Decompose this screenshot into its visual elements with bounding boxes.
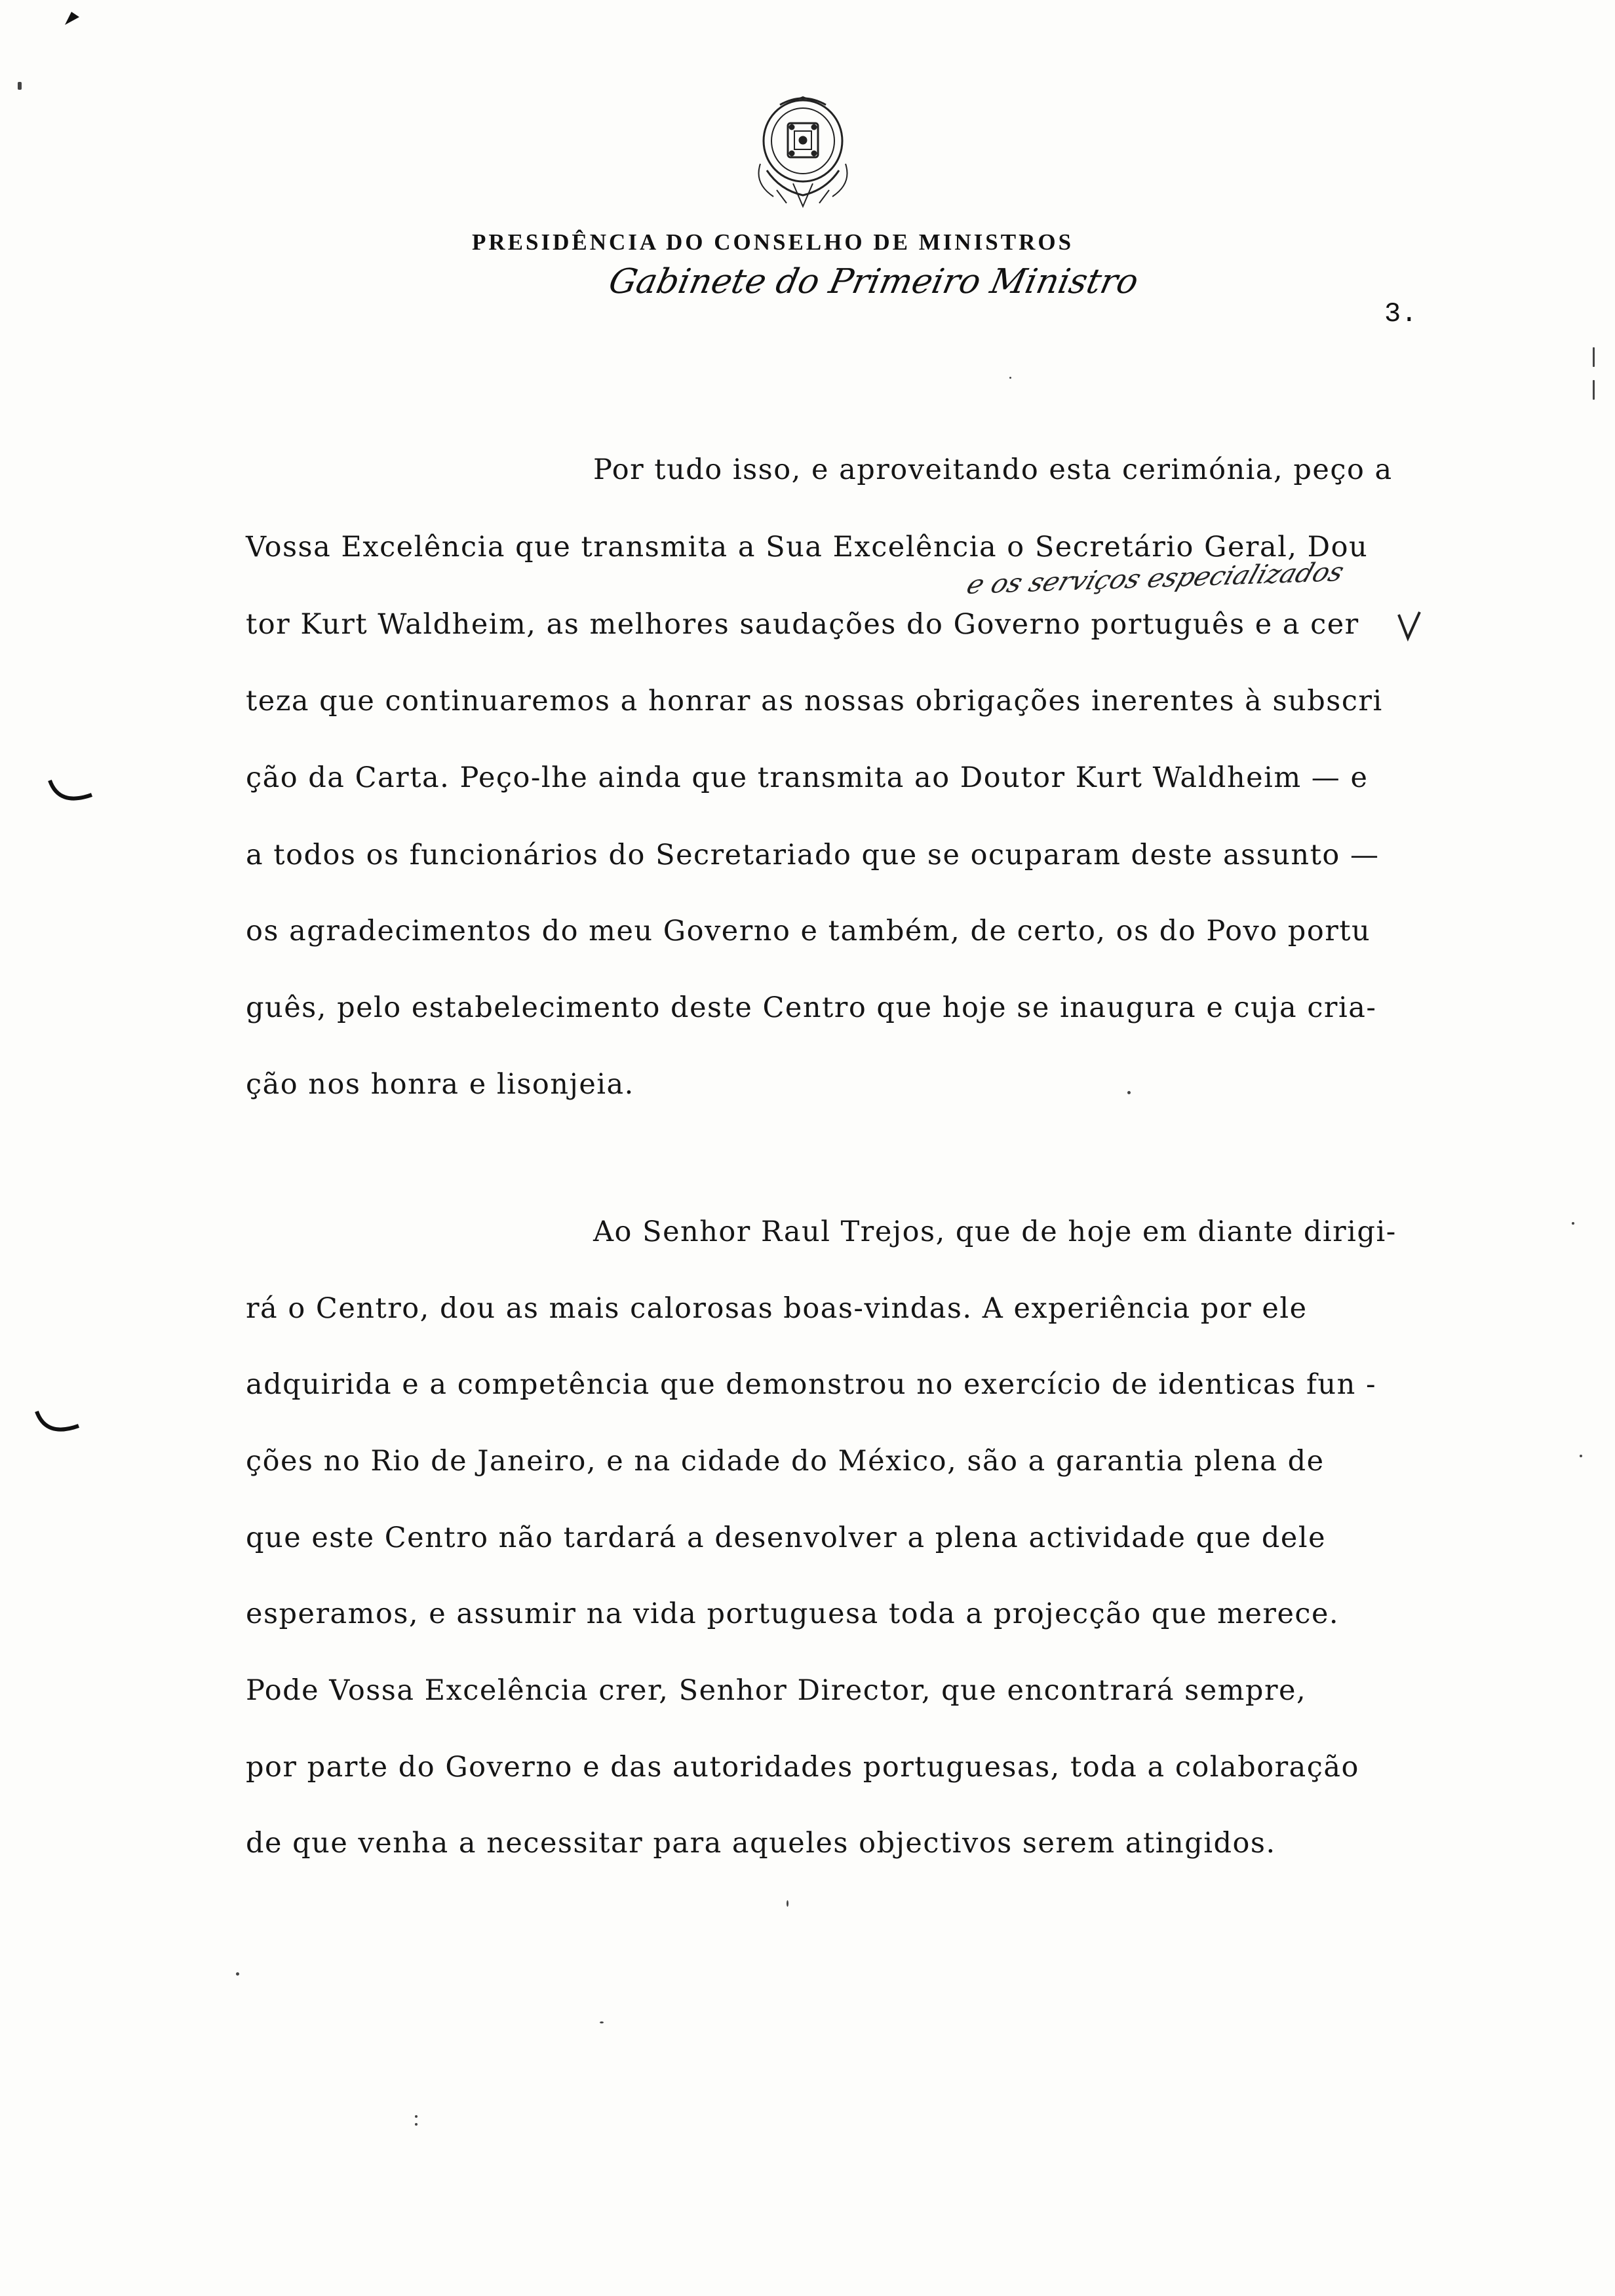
text-line: ção da Carta. Peço-lhe ainda que transmita ao Doutor Kurt Waldheim — e <box>246 761 1369 794</box>
text-line: esperamos, e assumir na vida portuguesa toda a projecção que merece. <box>246 1598 1340 1630</box>
binder-hole-mark-icon <box>33 1407 85 1440</box>
scan-corner-mark-icon <box>62 8 82 28</box>
text-line: a todos os funcionários do Secretariado que se ocuparam deste assunto — <box>246 839 1380 871</box>
text-line: que este Centro não tardará a desenvolver a plena actividade que dele <box>246 1521 1327 1554</box>
scan-speck <box>1580 1455 1582 1457</box>
scan-speck <box>600 2021 604 2023</box>
page-number: 3. <box>1384 298 1418 330</box>
text-line: adquirida e a competência que demonstrou no exercício de identicas fun - <box>246 1368 1377 1401</box>
text-line: Por tudo isso, e aproveitando esta cerimónia, peço a <box>593 453 1393 486</box>
text-line: Vossa Excelência que transmita a Sua Excelência o Secretário Geral, Dou <box>246 531 1369 564</box>
scan-speck <box>1009 377 1011 379</box>
organization-name: PRESIDÊNCIA DO CONSELHO DE MINISTROS <box>472 229 1074 255</box>
scan-speck <box>415 2115 418 2118</box>
scan-speck <box>236 1972 239 1976</box>
scan-speck <box>1572 1222 1574 1225</box>
text-line: rá o Centro, dou as mais calorosas boas-vindas. A experiência por ele <box>246 1292 1308 1325</box>
text-line: de que venha a necessitar para aqueles objectivos serem atingidos. <box>246 1827 1276 1860</box>
text-line: teza que continuaremos a honrar as nossas obrigações inerentes à subscri <box>246 685 1383 718</box>
binder-hole-mark-icon <box>46 776 98 809</box>
scan-speck <box>1593 380 1595 400</box>
scan-speck <box>1593 347 1595 367</box>
scan-speck <box>787 1900 788 1907</box>
scan-speck <box>415 2123 418 2126</box>
text-line: os agradecimentos do meu Governo e também, de certo, os do Povo portu <box>246 915 1371 947</box>
cabinet-name: Gabinete do Primeiro Ministro <box>605 262 1142 301</box>
text-line: ção nos honra e lisonjeia. <box>246 1068 634 1101</box>
coat-of-arms-seal-icon <box>741 92 865 210</box>
text-line: Pode Vossa Excelência crer, Senhor Director, que encontrará sempre, <box>246 1674 1307 1707</box>
text-line: guês, pelo estabelecimento deste Centro que hoje se inaugura e cuja cria- <box>246 991 1377 1024</box>
scan-speck <box>1127 1091 1131 1094</box>
text-line: tor Kurt Waldheim, as melhores saudações do Governo português e a cer <box>246 608 1359 641</box>
text-line: por parte do Governo e das autoridades portuguesas, toda a colaboração <box>246 1751 1359 1784</box>
text-line: ções no Rio de Janeiro, e na cidade do México, são a garantia plena de <box>246 1445 1325 1478</box>
handwritten-insertion: e os serviços especializados <box>963 557 1348 600</box>
scan-speck <box>18 82 22 90</box>
insertion-caret-icon <box>1396 609 1422 642</box>
text-line: Ao Senhor Raul Trejos, que de hoje em diante dirigi- <box>593 1215 1397 1248</box>
